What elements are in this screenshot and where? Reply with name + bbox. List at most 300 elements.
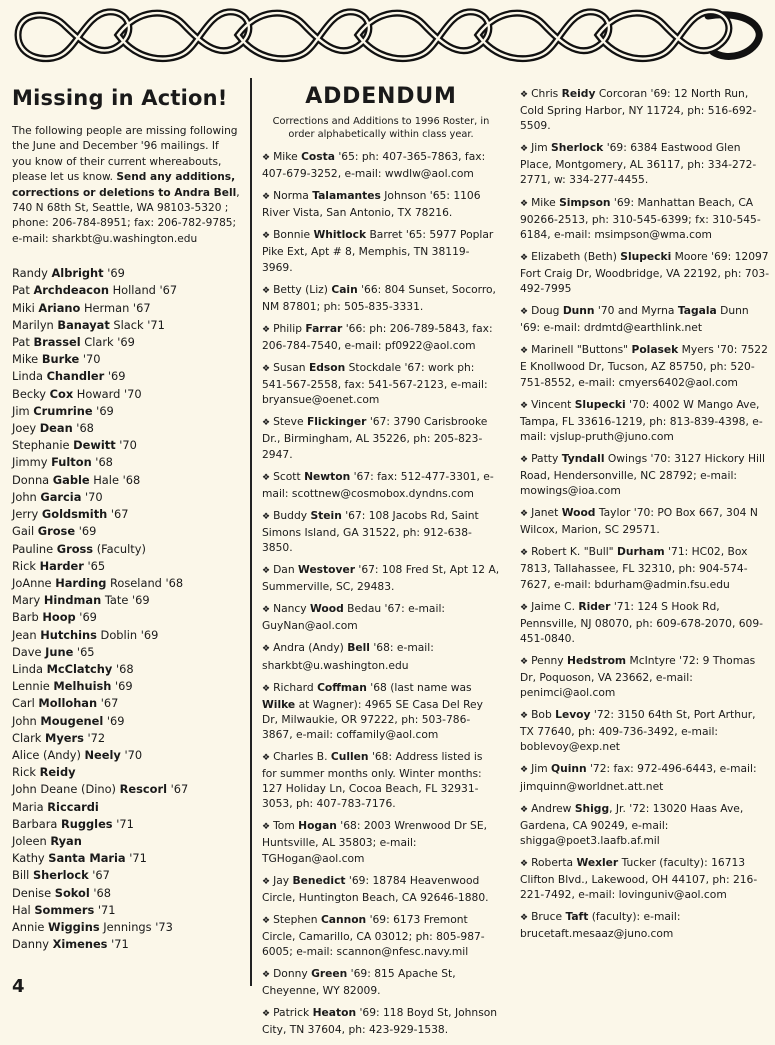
first-name: Maria [12, 799, 48, 814]
entry-details: , Jr. '72: 13020 Haas Ave, Gardena, CA 90249, e-mail: shigga@poet3.laafb.af.mil [520, 801, 744, 847]
diamond-bullet-icon: ❖ [520, 307, 529, 318]
addendum-subtitle: Corrections and Additions to 1996 Roster, in order alphabetically within class year. [272, 116, 490, 140]
missing-name-item [12, 833, 240, 850]
diamond-bullet-icon: ❖ [262, 753, 271, 763]
entry-last-name: Costa [301, 150, 335, 163]
name-detail: '71 [125, 851, 147, 866]
name-detail: Hale '68 [89, 472, 141, 487]
first-name: Linda [12, 661, 47, 676]
entry-first-name: Robert K. "Bull" [531, 545, 617, 559]
entry-details: '70: 4002 W Mango Ave, Tampa, FL 33616-1219, ph: 813-839-4398, e-mail: vjslup-pruth@juno.com [520, 397, 763, 443]
entry-details: '67: 108 Fred St, Apt 12 A, Summerville, SC, 29483. [262, 563, 500, 594]
entry-first-name: Mike [273, 150, 302, 163]
last-name: Sherlock [32, 868, 89, 883]
entry-details: '71: 124 S Hook Rd, Pennsville, NJ 08070, ph: 609-678-2070, 609-451-0840. [520, 599, 764, 645]
diamond-bullet-icon: ❖ [520, 656, 529, 667]
entry-details: Taylor '70: PO Box 667, 304 N Wilcox, Marion, SC 29571. [520, 506, 758, 537]
entry-last-name: Whitlock [313, 228, 367, 242]
last-name: Riccardi [47, 799, 99, 814]
entry-details: '67: fax: 512-477-3301, e-mail: scottnew@cosmobox.dyndns.com [262, 469, 494, 500]
addendum-entry [520, 761, 770, 793]
name-detail: '68 [72, 421, 94, 436]
diamond-bullet-icon: ❖ [520, 90, 529, 100]
name-detail: '67 [167, 782, 189, 797]
name-detail: '70 [81, 489, 103, 504]
addendum-entry [262, 188, 500, 220]
entry-first-name: Bonnie [273, 228, 314, 242]
entry-last-name: Edson [308, 361, 346, 375]
last-name: Cox [49, 386, 74, 401]
entry-last-name: Simpson [559, 195, 611, 209]
diamond-bullet-icon: ❖ [520, 198, 529, 209]
entry-details: Tucker (faculty): 16713 Clifton Blvd., Lakewood, OH 44107, ph: 216-221-7492, e-mail: lovinguniv@aol.com [520, 855, 758, 902]
addendum-entry [262, 414, 500, 461]
last-name: Ariano [38, 300, 81, 315]
missing-name-item [12, 489, 240, 506]
first-name: Pat [12, 335, 34, 350]
name-detail: '70 [115, 438, 137, 453]
addendum-entry [520, 86, 770, 133]
addendum-entry [262, 749, 500, 811]
entry-details: '66: 804 Sunset, Socorro, NM 87801; ph: 505-835-3331. [262, 282, 496, 313]
entry-details: '65: ph: 407-365-7863, fax: 407-679-3252, e-mail: wwdlw@aol.com [262, 150, 486, 181]
last-name: Grose [37, 524, 76, 539]
entry-details: '68: 2003 Wrenwood Dr SE, Huntsville, AL 35803; e-mail: TGHogan@aol.com [262, 819, 487, 865]
entry-last-name: Farrar [305, 321, 343, 335]
diamond-bullet-icon: ❖ [262, 915, 271, 926]
entry-last-name: Cannon [320, 912, 367, 926]
entry-first-name: Donny [273, 967, 312, 981]
first-name: Annie [12, 919, 49, 934]
addendum-entry [520, 653, 770, 700]
entry-first-name: Dan [273, 563, 299, 577]
missing-name-item [12, 472, 240, 489]
entry-details: '69: 118 Boyd St, Johnson City, TN 37604, ph: 423-929-1538. [262, 1006, 498, 1037]
first-name: Randy [12, 266, 52, 281]
addendum-entry [520, 855, 770, 902]
name-detail: '67 [97, 696, 119, 711]
addendum-entry [262, 149, 500, 181]
diamond-bullet-icon: ❖ [262, 231, 271, 242]
entry-first-name: Scott [273, 469, 305, 483]
name-detail: '65 [73, 644, 95, 659]
entry-last-name: Hogan [298, 819, 337, 833]
name-detail: '67 [88, 868, 110, 883]
first-name: JoAnne [12, 575, 56, 590]
first-name: Kathy [12, 851, 49, 866]
diamond-bullet-icon: ❖ [262, 876, 271, 887]
diamond-bullet-icon: ❖ [262, 644, 271, 655]
entry-first-name: Andrew [531, 801, 575, 815]
diamond-bullet-icon: ❖ [520, 765, 529, 776]
diamond-bullet-icon: ❖ [262, 364, 271, 375]
name-detail: '67 [107, 507, 129, 522]
entry-first-name: Jim [531, 762, 552, 776]
addendum-entry [262, 966, 500, 998]
name-detail: Doblin '69 [96, 627, 159, 642]
addendum-column-right [520, 86, 770, 948]
missing-name-item [12, 867, 240, 884]
name-detail: Herman '67 [80, 300, 151, 315]
entry-details: '71: HC02, Box 7813, Tallahassee, FL 32310, ph: 904-574-7627, e-mail: bdurham@admin.fsu.edu [520, 545, 748, 591]
entry-details: '68: e-mail: sharkbt@u.washington.edu [262, 641, 434, 672]
addendum-entry [262, 321, 500, 353]
entry-details: '69: 18784 Heavenwood Circle, Huntington Beach, CA 92646-1880. [262, 873, 489, 904]
first-name: Joleen [12, 833, 51, 848]
addendum-entry [520, 599, 770, 646]
first-name: Alice (Andy) [12, 747, 85, 762]
missing-name-item [12, 609, 240, 626]
addendum-title: ADDENDUM [305, 84, 457, 109]
entry-last-name: Green [311, 967, 348, 981]
entry-last-name: Cullen [330, 750, 369, 763]
entry-last-name: Slupecki [620, 249, 672, 263]
last-name: Ryan [50, 833, 82, 848]
first-name: Jean [12, 627, 41, 642]
name-detail: '69 [92, 403, 114, 418]
addendum-entry [520, 397, 770, 444]
missing-name-item [12, 850, 240, 867]
entry-details: '66: ph: 206-789-5843, fax: 206-784-7540, e-mail: pf0922@aol.com [262, 321, 493, 352]
entry-last-name: Hedstrom [567, 653, 627, 667]
first-name: Hal [12, 902, 35, 917]
entry-first-name: Penny [531, 653, 567, 667]
addendum-entry [520, 249, 770, 296]
entry-last-name: Slupecki [574, 397, 626, 411]
last-name: Hoop [42, 610, 76, 625]
entry-details: McIntyre '72: 9 Thomas Dr, Poquoson, VA 23662, e-mail: penimci@aol.com [520, 653, 756, 700]
last-name: Banayat [57, 317, 110, 332]
last-name: Wiggins [48, 919, 100, 934]
missing-name-item [12, 695, 240, 712]
missing-name-item [12, 282, 240, 299]
entry-first-name: Norma [273, 189, 313, 203]
first-name: Linda [12, 369, 47, 384]
entry-details-2: Dunn '69: e-mail: drdmtd@earthlink.net [520, 304, 749, 335]
mia-intro-contact: , 740 N 68th St, Seattle, WA 98103-5320 ; phone: 206-784-8951; fax: 206-782-9785; e-mail: sharkbt@u.washington.edu [12, 186, 240, 245]
entry-last-name: Taft [565, 910, 589, 924]
addendum-entry [262, 873, 500, 905]
missing-name-item [12, 885, 240, 902]
missing-name-item [12, 644, 240, 661]
entry-details: Johnson '65: 1106 River Vista, San Antonio, TX 78216. [262, 189, 481, 220]
entry-details: '72: fax: 972-496-6443, e-mail: jimquinn@worldnet.att.net [520, 762, 757, 793]
celtic-knot-border [8, 4, 768, 66]
addendum-entry [520, 909, 770, 941]
entry-details: (faculty): e-mail: brucetaft.mesaaz@juno.com [520, 910, 681, 941]
last-name: Santa Maria [48, 851, 126, 866]
first-name: Lennie [12, 679, 54, 694]
entry-first-name: Richard [273, 680, 318, 694]
entry-details: Barret '65: 5977 Poplar Pike Ext, Apt # 8, Memphis, TN 38119-3969. [262, 228, 494, 274]
name-detail: Roseland '68 [106, 575, 184, 590]
name-detail: Holland '67 [108, 283, 178, 298]
entry-details: Corcoran '69: 12 North Run, Cold Spring Harbor, NY 11724, ph: 516-692-5509. [520, 87, 757, 133]
name-detail: '69 [103, 266, 125, 281]
entry-first-name: Charles B. [273, 750, 331, 763]
missing-name-item [12, 816, 240, 833]
diamond-bullet-icon: ❖ [262, 511, 271, 522]
first-name: Jimmy [12, 455, 52, 470]
addendum-entry [520, 544, 770, 591]
entry-last-name-2: Tagala [677, 304, 717, 318]
missing-name-item [12, 764, 240, 781]
diamond-bullet-icon: ❖ [520, 509, 529, 520]
first-name: Dave [12, 644, 46, 659]
diamond-bullet-icon: ❖ [520, 804, 529, 815]
missing-name-item [12, 592, 240, 609]
diamond-bullet-icon: ❖ [262, 418, 271, 429]
missing-name-item [12, 678, 240, 695]
first-name: Barb [12, 610, 43, 625]
entry-first-name: Mike [531, 195, 560, 209]
addendum-entry [262, 469, 500, 501]
entry-first-name: Chris [531, 87, 562, 100]
diamond-bullet-icon: ❖ [262, 605, 271, 616]
last-name: Archdeacon [33, 283, 109, 298]
last-name: Reidy [39, 765, 76, 780]
missing-name-item [12, 730, 240, 747]
entry-details: Bedau '67: e-mail: GuyNan@aol.com [262, 602, 446, 633]
diamond-bullet-icon: ❖ [262, 324, 271, 335]
column-divider-left [250, 78, 252, 986]
addendum-entry [520, 707, 770, 754]
entry-first-name: Jay [273, 873, 293, 887]
diamond-bullet-icon: ❖ [262, 285, 271, 296]
first-name: Pauline [12, 541, 57, 556]
missing-name-item [12, 627, 240, 644]
last-name: Neely [84, 747, 121, 762]
addendum-entry [520, 505, 770, 537]
addendum-entry [520, 195, 770, 242]
entry-first-name: Jaime C. [531, 599, 579, 613]
diamond-bullet-icon: ❖ [520, 400, 529, 411]
diamond-bullet-icon: ❖ [262, 822, 271, 833]
diamond-bullet-icon: ❖ [520, 913, 529, 924]
addendum-entries-right [520, 86, 770, 941]
last-name: Myers [45, 730, 84, 745]
first-name: Rick [12, 558, 40, 573]
missing-name-item [12, 575, 240, 592]
entry-details: '69: 815 Apache St, Cheyenne, WY 82009. [262, 967, 456, 998]
diamond-bullet-icon: ❖ [520, 548, 529, 559]
entry-last-name: Benedict [292, 873, 346, 887]
entry-last-name: Cain [331, 282, 358, 296]
entry-last-name: Rider [578, 599, 611, 613]
first-name: Jim [12, 403, 34, 418]
diamond-bullet-icon: ❖ [262, 1009, 271, 1020]
entry-first-name: Nancy [273, 602, 310, 616]
last-name: Gross [56, 541, 94, 556]
entry-last-name: Durham [616, 545, 665, 559]
last-name: Sommers [34, 902, 95, 917]
first-name: Marilyn [12, 317, 58, 332]
name-detail: '69 [104, 369, 126, 384]
addendum-entry [262, 640, 500, 672]
entry-first-name: Patrick [273, 1006, 313, 1020]
diamond-bullet-icon: ❖ [262, 472, 271, 483]
first-name: John [12, 713, 41, 728]
diamond-bullet-icon: ❖ [262, 566, 271, 577]
entry-first-name: Bruce [531, 910, 566, 924]
entry-last-name: Flickinger [306, 415, 367, 429]
first-name: Carl [12, 696, 39, 711]
entry-last-name: Wexler [576, 855, 619, 869]
entry-first-name: Patty [531, 451, 562, 465]
entry-first-name: Tom [273, 819, 299, 833]
last-name: Ximenes [52, 937, 108, 952]
missing-name-item [12, 781, 240, 798]
diamond-bullet-icon: ❖ [520, 602, 529, 613]
entry-last-name: Sherlock [551, 141, 604, 155]
entry-first-name: Janet [531, 506, 562, 520]
addendum-entry [520, 451, 770, 498]
name-detail: Clark '69 [80, 335, 135, 350]
entry-last-name: Wood [310, 602, 344, 616]
entry-first-name: Stephen [273, 912, 321, 926]
entry-first-name: Elizabeth (Beth) [531, 249, 621, 263]
name-detail: '71 [107, 937, 129, 952]
missing-name-item [12, 902, 240, 919]
first-name: Miki [12, 300, 39, 315]
entry-last-name: Bell [347, 641, 370, 655]
first-name: Mary [12, 593, 44, 608]
addendum-entry [520, 342, 770, 389]
first-name: Jerry [12, 507, 42, 522]
entry-details: Stockdale '67: work ph: 541-567-2558, fax: 541-567-2123, e-mail: bryansue@oenet.com [262, 361, 488, 407]
missing-name-item [12, 936, 240, 953]
mia-title: Missing in Action! [12, 86, 228, 110]
entry-first-name: Vincent [531, 397, 575, 411]
last-name: Garcia [40, 489, 82, 504]
diamond-bullet-icon: ❖ [520, 144, 529, 155]
entry-last-name-2: Wilke [262, 697, 296, 711]
entry-first-name: Buddy [273, 508, 311, 522]
name-detail: (Faculty) [93, 541, 146, 556]
last-name: McClatchy [46, 661, 113, 676]
last-name: Dewitt [73, 438, 116, 453]
last-name: Burke [41, 352, 80, 367]
name-detail: '69 [111, 679, 133, 694]
entry-last-name: Coffman [317, 680, 367, 694]
name-detail: '68 [89, 885, 112, 900]
entry-last-name: Tyndall [561, 451, 605, 465]
entry-last-name: Dunn [562, 304, 595, 318]
first-name: Clark [12, 730, 45, 745]
name-detail: '69 [75, 524, 97, 539]
addendum-entries-left [262, 149, 500, 1038]
addendum-entry [520, 801, 770, 848]
missing-name-item [12, 661, 240, 678]
addendum-entry [262, 562, 500, 594]
first-name: Donna [12, 472, 53, 487]
entry-first-name: Andra (Andy) [273, 641, 348, 655]
last-name: Goldsmith [41, 507, 108, 522]
entry-details: Owings '70: 3127 Hickory Hill Road, Hendersonville, NC 28792; e-mail: mowings@ioa.com [520, 451, 765, 498]
mia-intro [12, 124, 240, 247]
missing-name-item [12, 386, 240, 403]
missing-names-list [12, 265, 240, 953]
addendum-entry [262, 818, 500, 865]
last-name: Dean [39, 421, 73, 436]
entry-details-2: at Wagner): 4965 SE Casa Del Rey Dr, Milwaukie, OR 97222, ph: 503-786-3867, e-mail: coffamily@aol.com [262, 697, 483, 741]
entry-last-name: Heaton [312, 1006, 357, 1020]
last-name: Melhuish [53, 679, 112, 694]
name-detail: Slack '71 [109, 317, 165, 332]
first-name: Gail [12, 524, 38, 539]
missing-name-item [12, 747, 240, 764]
missing-name-item [12, 713, 240, 730]
first-name: Joey [12, 421, 40, 436]
entry-last-name: Levoy [555, 708, 591, 722]
mia-intro-bold: Send any additions, corrections or deletions to Andra Bell [12, 171, 237, 199]
last-name: Chandler [46, 369, 105, 384]
missing-name-item [12, 265, 240, 282]
last-name: Sokol [54, 885, 90, 900]
name-detail: Jennings '73 [99, 919, 173, 934]
first-name: Mike [12, 352, 42, 367]
diamond-bullet-icon: ❖ [262, 153, 271, 163]
addendum-entry [262, 912, 500, 959]
entry-last-name: Stein [310, 508, 342, 522]
missing-name-item [12, 368, 240, 385]
missing-name-item [12, 558, 240, 575]
first-name: Denise [12, 885, 55, 900]
addendum-column-left [262, 80, 500, 1045]
last-name: Gable [52, 472, 90, 487]
addendum-entry [262, 601, 500, 633]
missing-name-item [12, 454, 240, 471]
entry-details: '69: 6173 Fremont Circle, Camarillo, CA 03012; ph: 805-987-6005; e-mail: scannon@nfesc.navy.mil [262, 912, 485, 959]
missing-name-item [12, 919, 240, 936]
name-detail: '69 [103, 713, 125, 728]
last-name: Fulton [51, 455, 92, 470]
addendum-entry [262, 1005, 500, 1037]
missing-name-item [12, 541, 240, 558]
missing-name-item [12, 506, 240, 523]
entry-first-name: Roberta [531, 855, 577, 869]
diamond-bullet-icon: ❖ [520, 252, 529, 263]
diamond-bullet-icon: ❖ [520, 858, 529, 869]
name-detail: '68 [112, 661, 134, 676]
entry-last-name: Westover [298, 563, 355, 577]
entry-first-name: Steve [273, 415, 307, 429]
last-name: Harder [39, 558, 84, 573]
first-name: Danny [12, 937, 53, 952]
mia-intro-text: The following people are missing following the June and December '96 mailings. If you know of their current whereabouts, please let us know. [12, 125, 238, 184]
name-detail: '68 [91, 455, 113, 470]
entry-first-name: Doug [531, 304, 563, 318]
name-detail: '70 [120, 747, 143, 762]
last-name: Mollohan [38, 696, 98, 711]
last-name: Hutchins [40, 627, 97, 642]
last-name: Rescorl [119, 782, 168, 797]
entry-last-name: Quinn [551, 762, 587, 776]
name-detail: '69 [75, 610, 97, 625]
entry-details: '67: 108 Jacobs Rd, Saint Simons Island, GA 31522, ph: 912-638-3850. [262, 508, 479, 554]
first-name: Stephanie [12, 438, 74, 453]
missing-in-action-column [12, 80, 240, 953]
diamond-bullet-icon: ❖ [520, 454, 529, 465]
addendum-entry [262, 680, 500, 742]
entry-details: Myers '70: 7522 E Knollwood Dr, Tucson, AZ 85750, ph: 520-751-8552, e-mail: cmyers6402@aol.com [520, 343, 768, 389]
entry-last-name: Polasek [631, 343, 679, 357]
entry-first-name: Jim [531, 141, 552, 155]
entry-first-name: Susan [273, 361, 309, 375]
first-name: Pat [12, 283, 34, 298]
missing-name-item [12, 317, 240, 334]
entry-details: '68: Address listed is for summer months only. Winter months: 127 Holiday Ln, Cocoa Beach, FL 32931-3053, ph: 407-783-7176. [262, 750, 483, 811]
